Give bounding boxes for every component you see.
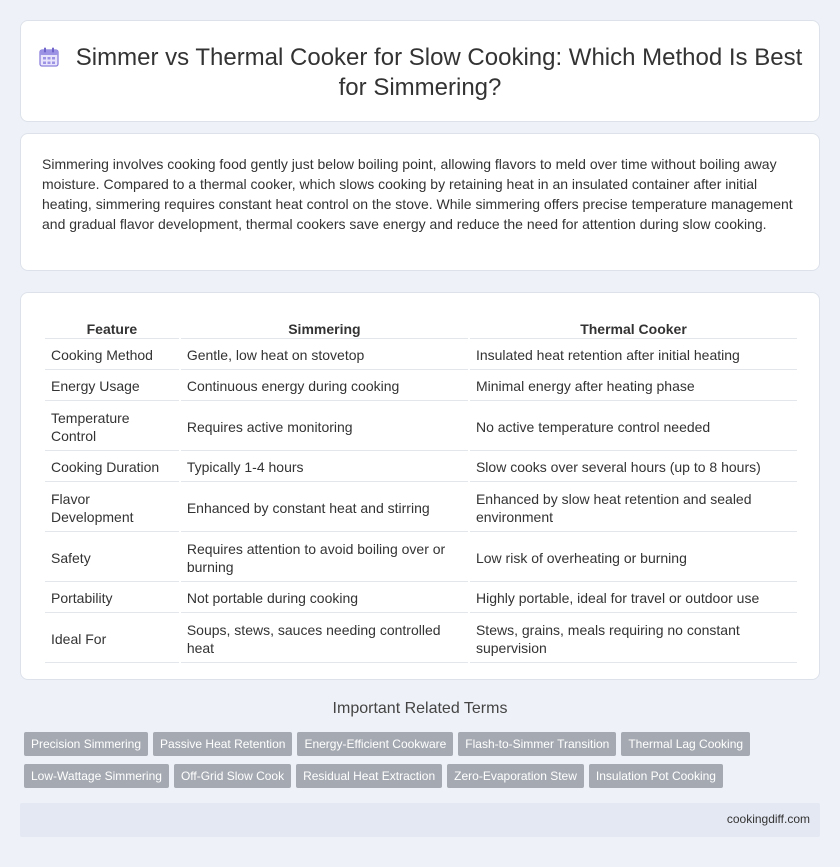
thermal-cell: Highly portable, ideal for travel or outdoor use xyxy=(470,584,797,613)
simmering-cell: Soups, stews, sauces needing controlled heat xyxy=(181,615,468,663)
related-term-tag[interactable]: Passive Heat Retention xyxy=(153,732,292,756)
related-term-tag[interactable]: Zero-Evaporation Stew xyxy=(447,764,584,788)
related-term-tag[interactable]: Flash-to-Simmer Transition xyxy=(458,732,616,756)
feature-cell: Temperature Control xyxy=(45,403,179,451)
thermal-cell: Insulated heat retention after initial heating xyxy=(470,341,797,370)
header-thermal-cooker: Thermal Cooker xyxy=(470,319,797,339)
related-term-tag[interactable]: Energy-Efficient Cookware xyxy=(297,732,453,756)
feature-cell: Cooking Method xyxy=(45,341,179,370)
table-row xyxy=(45,484,797,532)
page-title: Simmer vs Thermal Cooker for Slow Cooking: Which Method Is Best for Simmering? xyxy=(75,44,803,101)
feature-cell: Safety xyxy=(45,534,179,582)
thermal-cell: Enhanced by slow heat retention and sealed environment xyxy=(470,484,797,532)
feature-cell: Energy Usage xyxy=(45,372,179,401)
thermal-cell: Slow cooks over several hours (up to 8 hours) xyxy=(470,453,797,482)
table-row xyxy=(45,403,797,451)
related-term-tag[interactable]: Residual Heat Extraction xyxy=(296,764,442,788)
simmering-cell: Enhanced by constant heat and stirring xyxy=(181,484,468,532)
related-term-tag[interactable]: Off-Grid Slow Cook xyxy=(174,764,291,788)
simmering-cell: Typically 1-4 hours xyxy=(181,453,468,482)
footer xyxy=(20,803,820,837)
table-row xyxy=(45,534,797,582)
simmering-cell: Gentle, low heat on stovetop xyxy=(181,341,468,370)
table-row xyxy=(45,584,797,613)
feature-cell: Ideal For xyxy=(45,615,179,663)
related-terms-heading: Important Related Terms xyxy=(332,700,508,717)
intro-paragraph: Simmering involves cooking food gently just below boiling point, allowing flavors to meld over time without boiling away moisture. Compared to a thermal cooker, which slows cooking by retaining heat in an insulated container after initial heating, simmering requires constant heat control on the stove. While simmering offers precise temperature management and gradual flavor development, thermal cookers save energy and reduce the need for attention during slow cooking. xyxy=(42,156,793,232)
simmering-cell: Not portable during cooking xyxy=(181,584,468,613)
footer-site-link[interactable]: cookingdiff.com xyxy=(726,812,810,826)
related-term-tag[interactable]: Thermal Lag Cooking xyxy=(621,732,750,756)
title-card xyxy=(20,20,820,122)
feature-cell: Flavor Development xyxy=(45,484,179,532)
feature-cell: Portability xyxy=(45,584,179,613)
table-row xyxy=(45,372,797,401)
table-row xyxy=(45,615,797,663)
related-term-tag[interactable]: Precision Simmering xyxy=(24,732,148,756)
feature-cell: Cooking Duration xyxy=(45,453,179,482)
related-terms-row-2 xyxy=(24,764,814,788)
simmering-cell: Requires attention to avoid boiling over or burning xyxy=(181,534,468,582)
calendar-icon xyxy=(38,46,60,68)
intro-card xyxy=(20,133,820,271)
thermal-cell: Minimal energy after heating phase xyxy=(470,372,797,401)
related-term-tag[interactable]: Low-Wattage Simmering xyxy=(24,764,169,788)
header-simmering: Simmering xyxy=(181,319,468,339)
simmering-cell: Continuous energy during cooking xyxy=(181,372,468,401)
comparison-table xyxy=(43,317,799,665)
simmering-cell: Requires active monitoring xyxy=(181,403,468,451)
thermal-cell: Low risk of overheating or burning xyxy=(470,534,797,582)
related-terms-row-1 xyxy=(24,732,814,756)
thermal-cell: Stews, grains, meals requiring no constant supervision xyxy=(470,615,797,663)
thermal-cell: No active temperature control needed xyxy=(470,403,797,451)
table-row xyxy=(45,341,797,370)
header-feature: Feature xyxy=(45,319,179,339)
comparison-card xyxy=(20,292,820,680)
table-row xyxy=(45,453,797,482)
related-term-tag[interactable]: Insulation Pot Cooking xyxy=(589,764,723,788)
table-header-row xyxy=(45,319,797,339)
